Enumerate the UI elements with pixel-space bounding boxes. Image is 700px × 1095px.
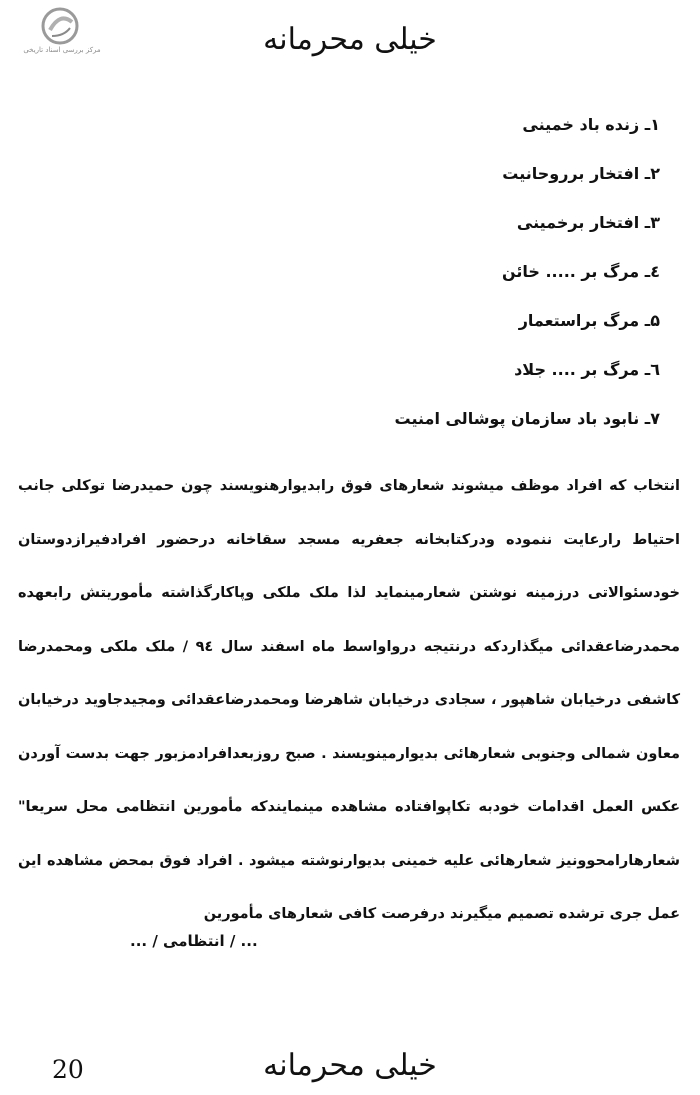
slogan-list [260, 110, 660, 453]
classification-header: خیلی محرمانه [263, 22, 437, 57]
report-paragraph: انتخاب که افراد موظف میشوند شعارهای فوق رابدیوارهنویسند چون حمیدرضا توکلی جانب احتیاط رارعایت ننموده ودرکتابخانه جعفریه مسجد سقاخانه درحضور افرادفیرازدوستان خودسئوالاتی درزمینه نوشتن شعارمینماید لذا ملک ملکی وپاکارگذاشته مأموریتش رابعهده محمدرضاعقدائی میگذاردکه درنتیجه درواواسط ماه اسفند سال ۹٤ / ملک ملکی ومحمدرضا کاشفی درخیابان شاهپور ، سجادی درخیابان شاهرضا ومحمدرضاعقدائی ومجیدجاوید درخیابان معاون شمالی وجنوبی شعارهائی بدیوارمینویسند . صبح روزبعدافرادمزبور جهت بدست آوردن عکس العمل اقدامات خودبه تکاپوافتاده مشاهده مینمایندکه مأمورین انتظامی محل سریعا" شعارهارامحوونیز شعارهائی علیه خمینی بدیوارنوشته میشود . افراد فوق بمحض مشاهده این عمل جری ترشده تصمیم میگیرند درفرصت کافی شعارهای مأمورین [18, 478, 680, 922]
slogan-item: ۱ـ زنده باد خمینی [522, 115, 660, 134]
closing-line: ... / انتظامی / ... [130, 932, 258, 950]
logo-text: مرکز بررسی اسناد تاریخی [23, 46, 101, 54]
page-number: 20 [52, 1055, 84, 1084]
slogan-item: ۷ـ نابود باد سازمان پوشالی امنیت [394, 409, 660, 428]
slogan-item: ۲ـ افتخار برروحانیت [502, 164, 660, 183]
slogan-item: ۵ـ مرگ براستعمار [518, 311, 660, 330]
classification-footer: خیلی محرمانه [263, 1048, 437, 1083]
slogan-item: ٦ـ مرگ بر .... جلاد [514, 360, 660, 379]
slogan-item: ٤ـ مرگ بر ..... خائن [501, 262, 660, 281]
slogan-item: ۳ـ افتخار برخمینی [516, 213, 660, 232]
